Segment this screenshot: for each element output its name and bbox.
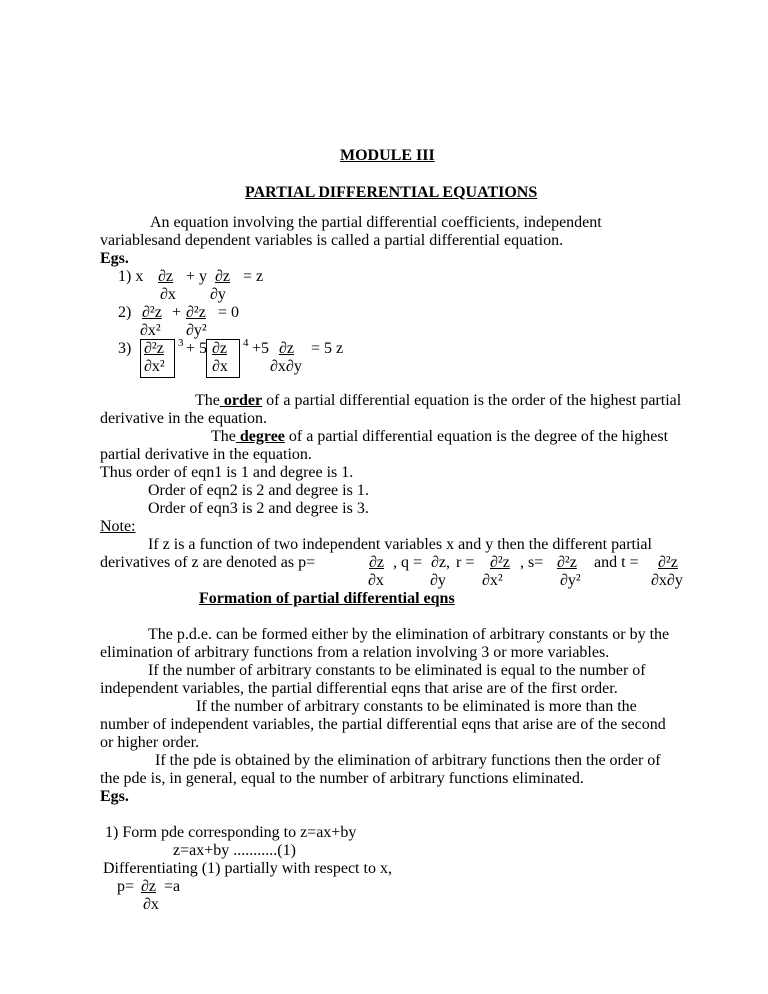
formation-para-1-line-1: The p.d.e. can be formed either by the elimination of arbitrary constants or by the: [148, 626, 670, 643]
eq2-mid: +: [172, 304, 182, 321]
eq1-rhs: = z: [243, 268, 264, 285]
eq3-pow2: 4: [243, 337, 249, 349]
formation-para-4-line-2: the pde is, in general, equal to the number of arbitrary functions eliminated.: [100, 770, 584, 787]
eq2-rhs: = 0: [218, 304, 240, 321]
degree-term: degree: [235, 428, 285, 445]
degree-definition: The degree of a partial differential equation is the degree of the highest: [211, 428, 669, 445]
eq1-den1: ∂x: [160, 286, 176, 303]
formation-heading: Formation of partial differential eqns: [199, 590, 455, 607]
formation-para-1-line-2: elimination of arbitrary functions from a relation involving 3 or more variables.: [100, 644, 610, 661]
eq3-num1: ∂²z: [144, 340, 164, 357]
example-1-p-den: ∂x: [143, 896, 159, 913]
eq1-mid: + y: [186, 268, 208, 285]
note-s-num: ∂²z: [557, 554, 577, 571]
formation-para-2-line-1: If the number of arbitrary constants to be eliminated is equal to the number of: [148, 662, 646, 679]
eq3-label: 3): [118, 340, 132, 357]
eq1-den2: ∂y: [210, 286, 226, 303]
egs-label-2: Egs.: [100, 788, 129, 805]
note-t-num: ∂²z: [658, 554, 678, 571]
eq3-num2: ∂z: [212, 340, 228, 357]
eq3-den1: ∂x²: [144, 358, 165, 375]
order-definition: The order of a partial differential equation is the order of the highest partial: [195, 392, 682, 409]
intro-line-1: An equation involving the partial differential coefficients, independent: [150, 214, 602, 231]
order-line-2: Order of eqn2 is 2 and degree is 1.: [148, 482, 369, 499]
eq2-den1: ∂x²: [140, 322, 161, 339]
formation-para-2-line-2: independent variables, the partial differential eqns that arise are of the first order.: [100, 680, 618, 697]
formation-para-4-line-1: If the pde is obtained by the elimination of arbitrary functions then the order of: [155, 752, 661, 769]
eq1-label: 1) x: [118, 268, 144, 285]
eq3-mid2: +5: [252, 340, 270, 357]
egs-label-1: Egs.: [100, 250, 129, 267]
eq3-num3: ∂z: [279, 340, 295, 357]
eq3-den3: ∂x∂y: [270, 358, 302, 375]
eq3-mid: + 5: [186, 340, 208, 357]
order-line-1: Thus order of eqn1 is 1 and degree is 1.: [100, 464, 354, 481]
eq3-rhs: = 5 z: [311, 340, 344, 357]
formation-para-3-line-3: or higher order.: [100, 734, 200, 751]
eq2-label: 2): [118, 304, 132, 321]
degree-definition-line-2: partial derivative in the equation.: [100, 446, 312, 463]
example-1-title: 1) Form pde corresponding to z=ax+by: [105, 824, 357, 841]
eq3-den2: ∂x: [212, 358, 228, 375]
order-line-3: Order of eqn3 is 2 and degree is 3.: [148, 500, 369, 517]
eq3-pow1: 3: [178, 337, 184, 349]
eq2-den2: ∂y²: [186, 322, 207, 339]
intro-line-2: variablesand dependent variables is called a partial differential equation.: [100, 232, 564, 249]
example-1-p-pre: p=: [117, 878, 135, 895]
example-1-p-post: =a: [164, 878, 181, 895]
note-p-num: ∂z: [369, 554, 385, 571]
chapter-title: PARTIAL DIFFERENTIAL EQUATIONS: [245, 184, 538, 201]
example-1-diff-line: Differentiating (1) partially with respect to x,: [103, 860, 392, 877]
formation-para-3-line-1: If the number of arbitrary constants to be eliminated is more than the: [196, 698, 637, 715]
note-r-num: ∂²z: [490, 554, 510, 571]
example-1-p-num: ∂z: [141, 878, 157, 895]
formation-para-3-line-2: number of independent variables, the partial differential eqns that arise are of the second: [100, 716, 666, 733]
eq2-num2: ∂²z: [186, 304, 206, 321]
note-line-1: If z is a function of two independent variables x and y then the different partial: [148, 536, 652, 553]
order-definition-line-2: derivative in the equation.: [100, 410, 268, 427]
example-1-equation: z=ax+by ...........(1): [173, 842, 296, 859]
note-q-num: ∂z,: [431, 554, 451, 571]
order-term: order: [219, 392, 263, 409]
module-title: MODULE III: [340, 147, 435, 164]
eq1-num2: ∂z: [215, 268, 231, 285]
eq1-num1: ∂z: [158, 268, 174, 285]
eq2-num1: ∂²z: [142, 304, 162, 321]
note-label: Note:: [100, 518, 136, 535]
